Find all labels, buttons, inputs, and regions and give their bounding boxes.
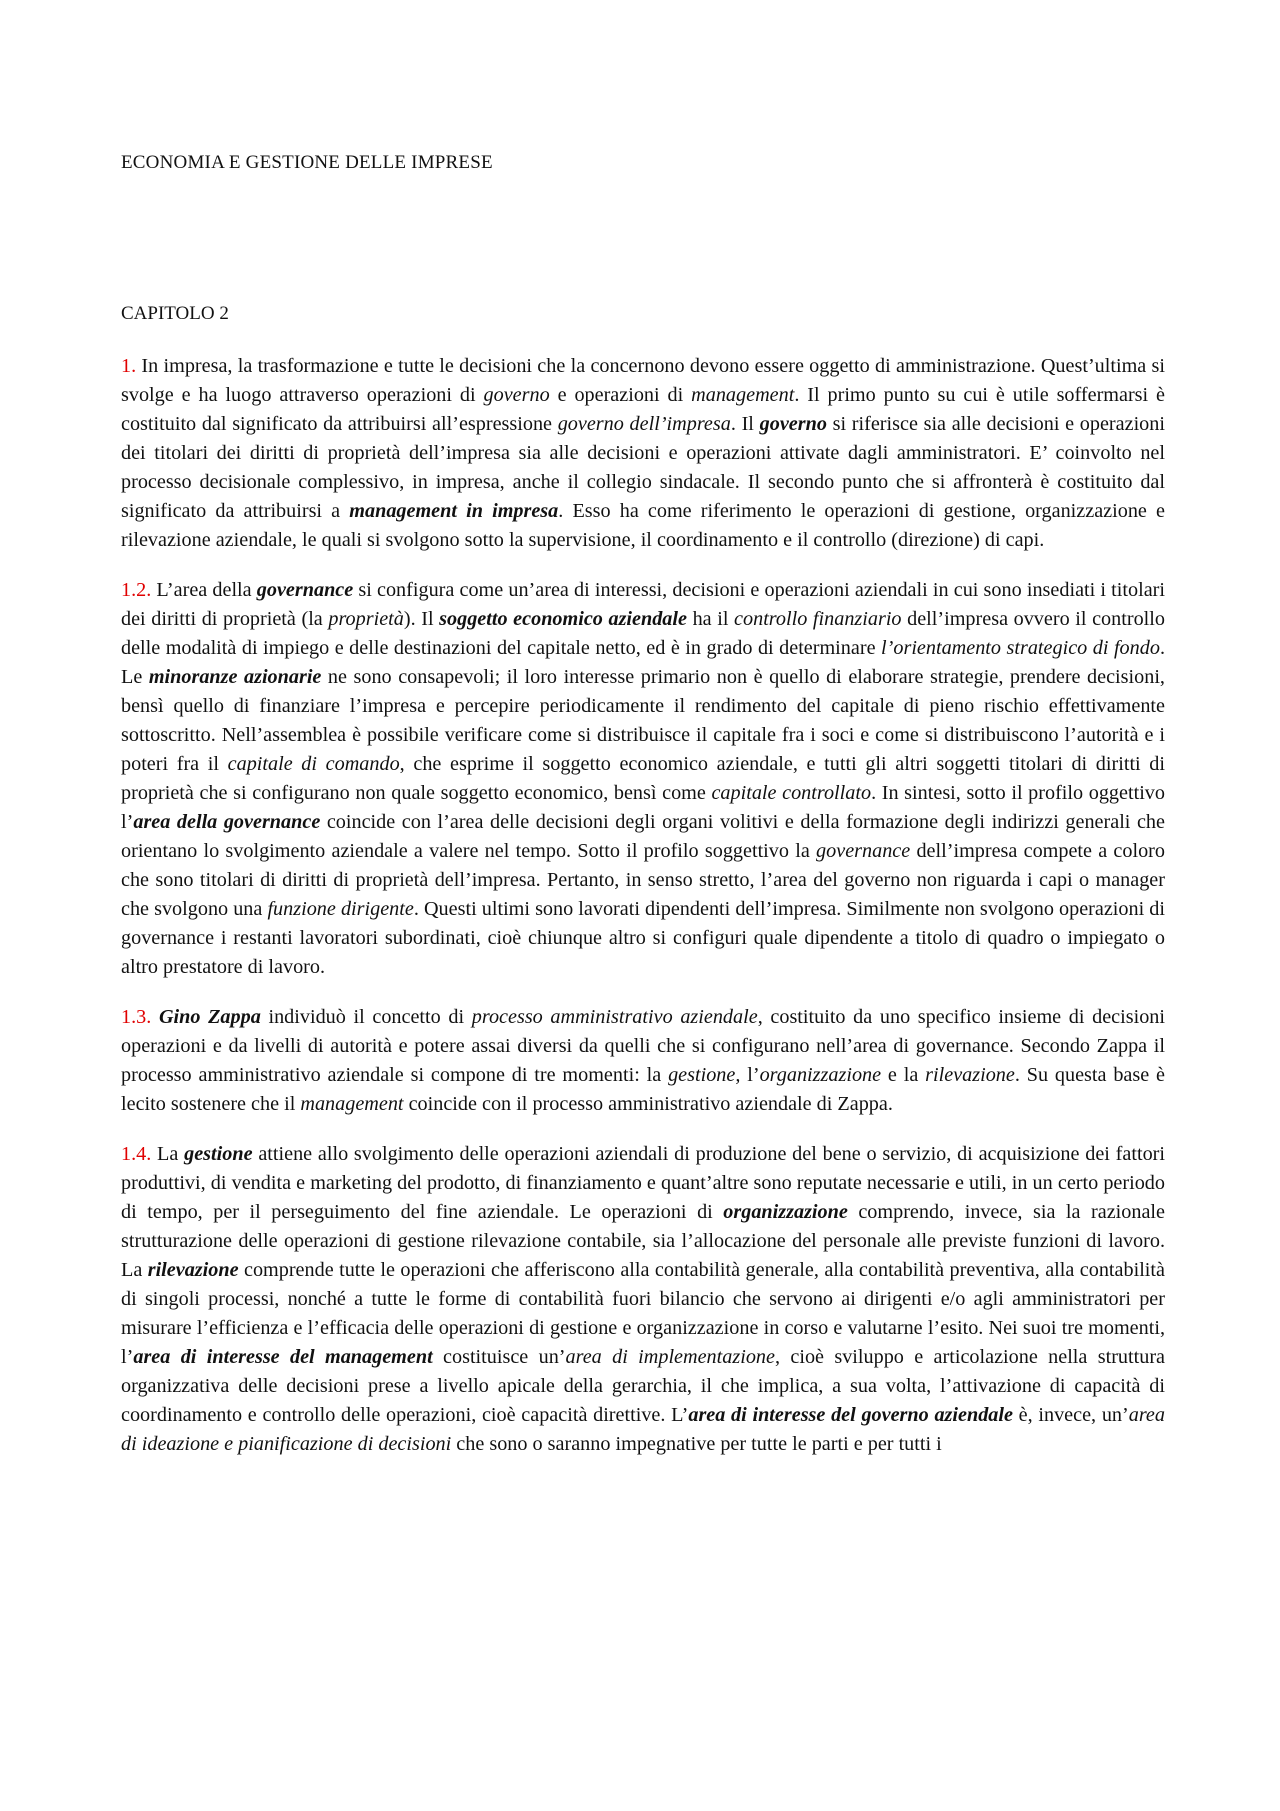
paragraph-text: , che esprime il soggetto economico aziendale, e tutti gli altri soggetti titolari di diritti di proprietà che si configurano non quale soggetto economico, bensì come — [121, 753, 1165, 804]
document-title: ECONOMIA E GESTIONE DELLE IMPRESE — [121, 152, 493, 173]
paragraph-text: costituisce un’ — [432, 1346, 566, 1368]
paragraph-text: ). Il — [403, 608, 440, 630]
paragraph-text: . Il primo punto su cui è utile soffermarsi è costituito dal significato da attribuirsi all’espressione — [121, 384, 1166, 435]
emphasis-text: management in impresa — [349, 500, 559, 522]
italic-text: area di ideazione e pianificazione di decisioni — [121, 1404, 1165, 1455]
italic-text: management — [300, 1093, 404, 1115]
paragraph-text: L’area della — [151, 579, 257, 601]
paragraph-text: individuò il concetto di — [260, 1006, 472, 1028]
emphasis-text: area della governance — [133, 811, 321, 833]
paragraph-text: . In sintesi, sotto il profilo oggettivo l’ — [121, 782, 1165, 833]
paragraph-text: che sono o saranno impegnative per tutte le parti e per tutti i — [451, 1433, 942, 1455]
emphasis-text: rilevazione — [147, 1259, 239, 1281]
emphasis-text: soggetto economico aziendale — [439, 608, 687, 630]
emphasis-text: area di interesse del governo aziendale — [688, 1404, 1013, 1426]
paragraph-text: . Su questa base è lecito sostenere che il — [121, 1064, 1165, 1115]
paragraph-text: dell’impresa compete a coloro che sono titolari di diritti di proprietà dell’impresa. Pertanto, in senso stretto, l’area del governo non riguarda i capi o manager che svolgono una — [121, 840, 1166, 920]
italic-text: l’orientamento strategico di fondo — [881, 637, 1160, 659]
paragraph-text: coincide con il processo amministrativo aziendale di Zappa. — [403, 1093, 893, 1115]
paragraph-number: 1.2. — [121, 579, 152, 601]
italic-text: capitale controllato — [711, 782, 872, 804]
paragraph — [121, 1140, 1165, 1459]
emphasis-text: area di interesse del management — [133, 1346, 433, 1368]
italic-text: governo — [483, 384, 550, 406]
italic-text: gestione, — [668, 1064, 741, 1086]
paragraph-text: e operazioni di — [549, 384, 692, 406]
paragraph-text: In impresa, la trasformazione e tutte le decisioni che la concernono devono essere oggetto di amministrazione. Quest’ultima si svolge e ha luogo attraverso operazioni di — [121, 355, 1165, 406]
paragraph-text: . Esso ha come riferimento le operazioni di gestione, organizzazione e rilevazione aziendale, le quali si svolgono sotto la supervisione, il coordinamento e il controllo (direzione) di capi. — [121, 500, 1165, 551]
paragraph-number: 1. — [121, 355, 137, 377]
italic-text: management — [691, 384, 795, 406]
paragraph-text: comprendo, invece, sia la razionale strutturazione delle operazioni di gestione rilevazione contabile, sia l’allocazione del personale alle previste funzioni di lavoro. La — [121, 1201, 1165, 1281]
paragraph-text: si riferisce sia alle decisioni e operazioni dei titolari dei diritti di proprietà dell’impresa sia alle decisioni e operazioni attivate dagli amministratori. E’ coinvolto nel processo decisionale complessivo, in impresa, anche il collegio sindacale. Il secondo punto che si affronterà è costituito dal significato da attribuirsi a — [121, 413, 1165, 522]
paragraph-text: . Le — [121, 637, 1165, 688]
paragraph-text: è, invece, un’ — [1012, 1404, 1129, 1426]
paragraph-text: ha il — [686, 608, 735, 630]
italic-text: governance — [816, 840, 911, 862]
italic-text: processo amministrativo aziendale — [471, 1006, 758, 1028]
paragraph-text: l’ — [740, 1064, 760, 1086]
italic-text: rilevazione — [925, 1064, 1015, 1086]
paragraph-text: comprende tutte le operazioni che afferiscono alla contabilità generale, alla contabilità preventiva, alla contabilità di singoli processi, nonché a tutte le forme di contabilità fuori bilancio che servono ai dirigenti e/o agli amministratori per misurare l’efficienza e l’efficacia delle operazioni di gestione e organizzazione in corso e valutarne l’esito. Nei suoi tre momenti, l’ — [121, 1259, 1165, 1368]
paragraph-text: , cioè sviluppo e articolazione nella struttura organizzativa delle decisioni prese a livello apicale della gerarchia, il che implica, a sua volta, l’attivazione di capacità di coordinamento e controllo delle operazioni, cioè capacità direttive. L’ — [121, 1346, 1165, 1426]
paragraph-text: si configura come un’area di interessi, decisioni e operazioni aziendali in cui sono insediati i titolari dei diritti di proprietà (la — [121, 579, 1165, 630]
paragraph-text: , costituito da uno specifico insieme di decisioni operazioni e da livelli di autorità e potere assai diversi da quelli che si configurano nell’area di governance. Secondo Zappa il processo amministrativo aziendale si compone di tre momenti: la — [121, 1006, 1165, 1086]
paragraph-text — [151, 1006, 159, 1028]
italic-text: proprietà — [328, 608, 404, 630]
chapter-heading: CAPITOLO 2 — [121, 303, 229, 324]
emphasis-text: gestione — [184, 1143, 253, 1165]
paragraph-text: attiene allo svolgimento delle operazioni aziendali di produzione del bene o servizio, di acquisizione dei fattori produttivi, di vendita e marketing del prodotto, di finanziamento e quant’altre sono reputate necessarie e utili, in un certo periodo di tempo, per il perseguimento del fine aziendale. Le operazioni di — [121, 1143, 1165, 1223]
paragraph-text: coincide con l’area delle decisioni degli organi volitivi e della formazione degli indirizzi generali che orientano lo svolgimento aziendale a valere nel tempo. Sotto il profilo soggettivo la — [121, 811, 1165, 862]
paragraph-text: ne sono consapevoli; il loro interesse primario non è quello di elaborare strategie, prendere decisioni, bensì quello di finanziare l’impresa e percepire periodicamente il rendimento del capitale di pieno rischio effettivamente sottoscritto. Nell’assemblea è possibile verificare come si distribuisce il capitale fra i soci e come si distribuiscono l’autorità e i poteri fra il — [121, 666, 1165, 775]
paragraph-text: La — [151, 1143, 185, 1165]
italic-text: organizzazione — [759, 1064, 882, 1086]
emphasis-text: Gino Zappa — [158, 1006, 261, 1028]
emphasis-text: governo — [759, 413, 827, 435]
paragraph-text: . Il — [730, 413, 760, 435]
italic-text: capitale di comando — [227, 753, 400, 775]
paragraph — [121, 352, 1165, 555]
paragraph-number: 1.3. — [121, 1006, 152, 1028]
paragraph — [121, 1003, 1165, 1119]
paragraph — [121, 576, 1165, 982]
paragraph-text: . Questi ultimi sono lavorati dipendenti dell’impresa. Similmente non svolgono operazioni di governance i restanti lavoratori subordinati, cioè chiunque altro si configuri quale dipendente a titolo di quadro o impiegato o altro prestatore di lavoro. — [121, 898, 1165, 978]
paragraph-text: e la — [881, 1064, 926, 1086]
italic-text: governo dell’impresa — [557, 413, 731, 435]
italic-text: area di implementazione — [565, 1346, 775, 1368]
emphasis-text: organizzazione — [723, 1201, 848, 1223]
italic-text: controllo finanziario — [734, 608, 902, 630]
emphasis-text: governance — [256, 579, 354, 601]
paragraph-number: 1.4. — [121, 1143, 152, 1165]
document-body — [121, 352, 1165, 1480]
italic-text: funzione dirigente — [267, 898, 414, 920]
emphasis-text: minoranze azionarie — [148, 666, 322, 688]
paragraph-text: dell’impresa ovvero il controllo delle modalità di impiego e delle destinazioni del capitale netto, ed è in grado di determinare — [121, 608, 1165, 659]
